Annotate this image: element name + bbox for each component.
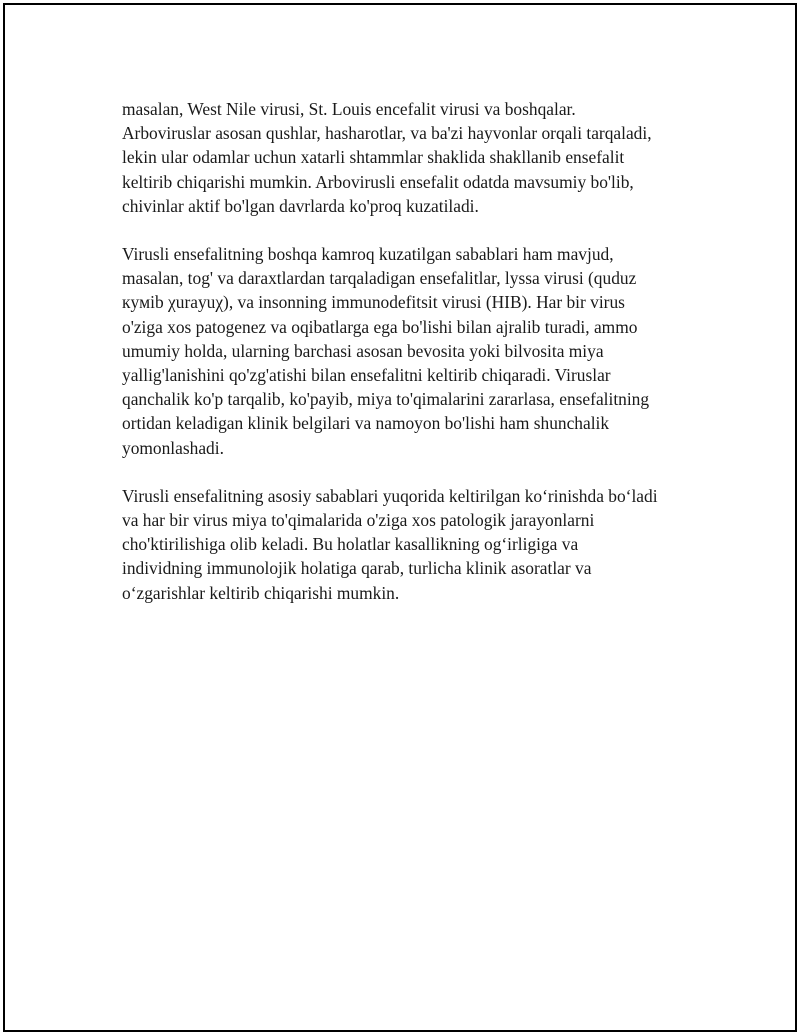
text-line: кyмib χurayuχ), va insonning immunodefitsit virusi (HIB). Har bir virus: [122, 292, 625, 313]
text-line: qanchalik ko'p tarqalib, ko'payib, miya to'qimalarini zararlasa, ensefalitning: [122, 389, 650, 410]
paragraph-1: [122, 97, 702, 218]
text-line: chivinlar aktif bo'lgan davrlarda ko'proq kuzatiladi.: [122, 195, 479, 216]
paragraph-2: [122, 242, 702, 460]
text-line: va har bir virus miya to'qimalarida o'ziga xos patologik jarayonlarni: [122, 510, 595, 531]
text-line: lekin ular odamlar uchun xatarli shtammlar shaklida shakllanib ensefalit: [122, 147, 625, 168]
page-frame: [3, 3, 797, 1032]
text-line: masalan, West Nile virusi, St. Louis encefalit virusi va boshqalar.: [122, 99, 576, 119]
text-line: cho'ktirilishiga olib keladi. Bu holatlar kasallikning og‘irligiga va: [122, 534, 579, 555]
text-line: Arboviruslar asosan qushlar, hasharotlar, va ba'zi hayvonlar orqali tarqaladi,: [122, 123, 652, 144]
text-line: individning immunolojik holatiga qarab, turlicha klinik asoratlar va: [122, 558, 592, 579]
text-line: yallig'lanishini qo'zg'atishi bilan ensefalitni keltirib chiqaradi. Viruslar: [122, 365, 611, 386]
text-line: o'ziga xos patogenez va oqibatlarga ega bo'lishi bilan ajralib turadi, ammo: [122, 316, 638, 337]
text-line: masalan, tog' va daraxtlardan tarqaladigan ensefalitlar, lyssa virusi (quduz: [122, 268, 637, 289]
text-line: Virusli ensefalitning boshqa kamroq kuzatilgan sabablari ham mavjud,: [122, 244, 614, 265]
text-line: o‘zgarishlar keltirib chiqarishi mumkin.: [122, 582, 400, 603]
text-line: Virusli ensefalitning asosiy sabablari yuqorida keltirilgan ko‘rinishda bo‘ladi: [122, 485, 658, 506]
text-line: yomonlashadi.: [122, 437, 224, 458]
document-body: [122, 97, 702, 629]
paragraph-3: [122, 484, 702, 605]
text-line: umumiy holda, ularning barchasi asosan bevosita yoki bilvosita miya: [122, 340, 604, 361]
text-line: keltirib chiqarishi mumkin. Arbovirusli ensefalit odatda mavsumiy bo'lib,: [122, 171, 634, 192]
text-line: ortidan keladigan klinik belgilari va namoyon bo'lishi ham shunchalik: [122, 413, 610, 434]
